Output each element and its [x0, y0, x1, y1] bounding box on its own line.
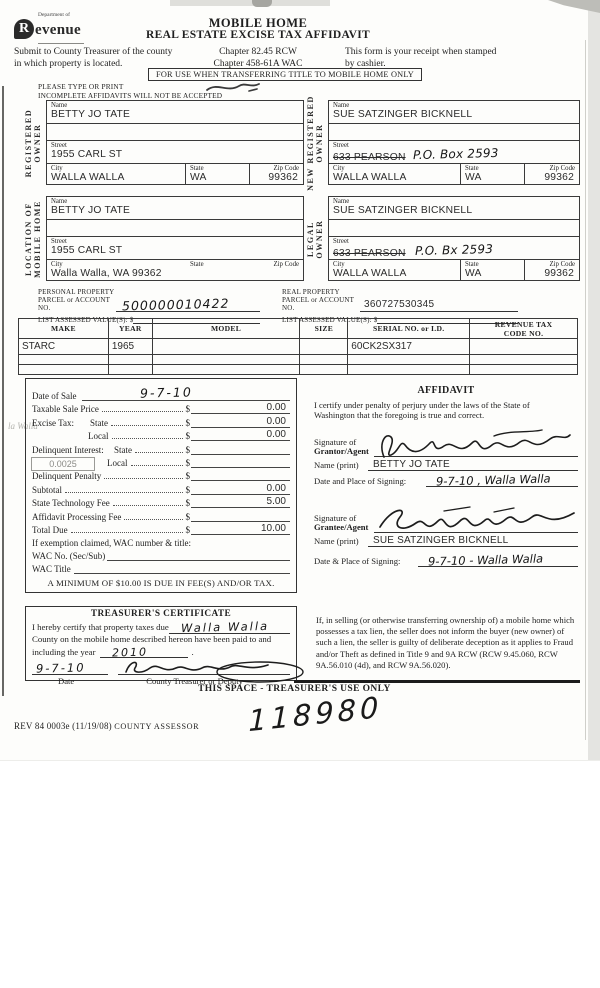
treasurer-title: TREASURER'S CERTIFICATE	[90, 609, 232, 619]
form-title-line1: MOBILE HOME	[208, 16, 308, 30]
date-of-sale-value: 9-7-10	[140, 384, 194, 401]
fee-total-due: Total Due $ 10.00	[32, 522, 290, 535]
grantee-name-row: Name (print) SUE SATZINGER BICKNELL	[314, 533, 578, 547]
fee-excise-state: Excise Tax: State $ 0.00	[32, 414, 290, 427]
new-registered-owner-zip: 99362	[544, 172, 574, 183]
col-size: SIZE	[300, 319, 348, 339]
deputy-circle-mark	[214, 659, 306, 685]
treasurer-year-hand: 2010	[111, 645, 148, 659]
treasurer-line2: County on the mobile home described hereon have been paid to and	[32, 633, 272, 644]
incomplete-note: INCOMPLETE AFFIDAVITS WILL NOT BE ACCEPTED	[38, 91, 223, 100]
new-registered-owner-name: SUE SATZINGER BICKNELL	[333, 109, 473, 120]
treasurer-use-only-note: THIS SPACE - TREASURER'S USE ONLY	[198, 684, 391, 694]
fee-affidavit-processing: Affidavit Processing Fee $	[32, 508, 290, 521]
stamp-number-handwritten: 118980	[248, 689, 383, 739]
scan-bottom-edge	[0, 760, 600, 988]
legal-owner-street: 633 PEARSON P.O. Bx 2593	[333, 241, 493, 259]
legal-owner-blank-row	[329, 220, 579, 237]
grantor-name-row: Name (print) BETTY JO TATE	[314, 457, 578, 471]
ghost-offset-text: la Walla	[8, 421, 38, 431]
new-registered-owner-blank-row	[329, 124, 579, 141]
personal-property-parcel: PERSONAL PROPERTY PARCEL or ACCOUNT NO. 500000010422 LIST ASSESSED VALUE(S): $	[38, 288, 260, 324]
registered-owner-state: WA	[190, 172, 207, 183]
scan-edge-right-band	[588, 0, 600, 760]
legal-owner-box: Name SUE SATZINGER BICKNELL Street 633 PEARSON P.O. Bx 2593 City WALLA WALLA State WA Zip Code 99362	[328, 196, 580, 281]
new-registered-owner-state: WA	[465, 172, 482, 183]
grantee-date-row: Date & Place of Signing: 9-7-10 - Walla Walla	[314, 551, 578, 567]
grantee-signature	[374, 503, 579, 541]
grantor-printed-name: BETTY JO TATE	[368, 459, 578, 471]
affidavit-cert-text: I certify under penalty of perjury under the laws of the State of Washington that the foregoing is true and correct.	[314, 399, 530, 420]
grantor-signature	[374, 429, 574, 463]
grantor-date-value: 9-7-10 , Walla Walla	[435, 471, 551, 489]
fee-excise-local: Local $ 0.00	[32, 428, 290, 441]
revenue-logo-mark: R	[14, 19, 34, 39]
treasurer-date-hand: 9-7-10	[35, 659, 86, 676]
scan-edge-right-line	[585, 40, 586, 740]
registered-owner-city: WALLA WALLA	[51, 172, 125, 183]
registered-owner-box: Name BETTY JO TATE Street 1955 CARL ST City WALLA WALLA State WA Zip Code 99362	[46, 100, 304, 185]
interest-rate-box: 0.0025	[31, 457, 95, 471]
grantor-date-row: Date and Place of Signing: 9-7-10 , Walla Walla	[314, 471, 578, 487]
location-street: 1955 CARL ST	[51, 245, 123, 256]
grantor-signature-row: Signature of Grantor/Agent	[314, 427, 578, 457]
new-registered-owner-label: NEW REGISTERED OWNER	[305, 95, 324, 191]
form-title-line2: REAL ESTATE EXCISE TAX AFFIDAVIT	[146, 29, 370, 41]
wac-title-line: WAC Title	[32, 561, 290, 575]
table-row	[19, 365, 578, 375]
location-city: Walla Walla, WA 99362	[51, 268, 162, 279]
date-of-sale-label: Date of Sale	[32, 391, 77, 401]
legal-owner-label: LEGAL OWNER	[305, 219, 324, 259]
col-revenue-tax: REVENUE TAX CODE NO.	[470, 319, 578, 339]
location-name: BETTY JO TATE	[51, 205, 131, 216]
fee-delinquent-penalty: Delinquent Penalty $	[32, 468, 290, 481]
treasurer-use-rule	[294, 680, 580, 683]
fee-taxable-sale-price: Taxable Sale Price $ 0.00	[32, 401, 290, 414]
location-of-mobile-home-label: LOCATION OF MOBILE HOME	[23, 200, 42, 278]
fee-delinquent-interest-local: Local $	[32, 455, 290, 468]
affidavit-title: AFFIDAVIT	[417, 385, 475, 396]
treasurer-line3: including the year 2010 .	[32, 645, 194, 659]
legal-owner-name: SUE SATZINGER BICKNELL	[333, 205, 473, 216]
treasurer-deputy-label: County Treasurer or Deputy	[146, 676, 243, 686]
grantee-signature-row: Signature of Grantee/Agent	[314, 503, 578, 533]
fees-box	[25, 378, 297, 593]
scan-corner-smudge	[548, 0, 600, 13]
scan-top-blob	[252, 0, 272, 7]
location-blank-row	[47, 220, 303, 237]
registered-owner-name: BETTY JO TATE	[51, 109, 131, 120]
scan-top-smudge	[170, 0, 330, 6]
treasurer-county-hand: Walla Walla	[180, 618, 270, 636]
treasurer-line1: I hereby certify that property taxes due Walla Walla	[32, 621, 290, 634]
treasurer-date-label: Date	[58, 676, 75, 686]
col-year: YEAR	[108, 319, 152, 339]
legal-owner-state: WA	[465, 268, 482, 279]
mobile-home-table	[18, 318, 578, 375]
county-assessor-label: COUNTY ASSESSOR	[114, 722, 200, 731]
logo-word: evenue	[35, 22, 81, 38]
exemption-note: If exemption claimed, WAC number & title:	[32, 537, 192, 548]
new-registered-owner-box: Name SUE SATZINGER BICKNELL Street 633 PEARSON P.O. Box 2593 City WALLA WALLA State WA Zip Code 99362	[328, 100, 580, 185]
please-type-note: PLEASE TYPE OR PRINT	[38, 82, 124, 91]
scan-edge-left	[2, 86, 4, 696]
form-number: REV 84 0003e (11/19/08) COUNTY ASSESSOR	[14, 721, 200, 731]
real-parcel-number: 360727530345	[364, 299, 435, 310]
fee-subtotal: Subtotal $ 0.00	[32, 481, 290, 494]
fee-state-technology: State Technology Fee $ 5.00	[32, 495, 290, 508]
chapter-refs: Chapter 82.45 RCW Chapter 458-61A WAC	[213, 47, 303, 69]
real-property-parcel: REAL PROPERTY PARCEL or ACCOUNT NO. 360727530345 LIST ASSESSED VALUE(S): $	[282, 288, 518, 324]
col-make: MAKE	[19, 319, 109, 339]
registered-owner-blank-row	[47, 124, 303, 141]
col-serial: SERIAL NO. or I.D.	[348, 319, 470, 339]
col-model: MODEL	[152, 319, 300, 339]
fee-delinquent-interest-state: Delinquent Interest: State $	[32, 441, 290, 454]
receipt-note: This form is your receipt when stamped by cashier.	[345, 47, 497, 69]
registered-owner-street: 1955 CARL ST	[51, 149, 123, 160]
new-registered-owner-street: 633 PEARSON P.O. Box 2593	[333, 145, 499, 163]
legal-owner-zip: 99362	[544, 268, 574, 279]
personal-parcel-number: 500000010422	[121, 295, 230, 314]
table-row	[19, 355, 578, 365]
legal-owner-city: WALLA WALLA	[333, 268, 407, 279]
treasurer-certificate-box	[25, 606, 297, 686]
logo-dept-text: Department of	[38, 12, 70, 18]
grantee-printed-name: SUE SATZINGER BICKNELL	[368, 535, 578, 547]
affidavit-section	[314, 386, 578, 567]
minimum-fee-note: A MINIMUM OF $10.00 IS DUE IN FEE(S) AND/OR TAX.	[47, 578, 275, 589]
submit-note: Submit to County Treasurer of the county in which property is located.	[14, 47, 173, 69]
registered-owner-zip: 99362	[268, 172, 298, 183]
lien-warning-text: If, in selling (or otherwise transferring ownership of) a mobile home which possesses a tax lien, the seller does not inform the buyer (new owner) of such a lien, the seller is guilty of deliberate deception as it applies to Fraud and/or Theft as defined in Title 9 and 9A RCW (RCW 9.45.060, RCW 9A.56.010 (4d), and RCW 9A.56.020).	[316, 615, 575, 670]
grantee-date-value: 9-7-10 - Walla Walla	[427, 551, 544, 569]
wac-no-line: WAC No. (Sec/Sub)	[32, 548, 290, 561]
table-row: STARC 1965 60CK2SX317	[19, 339, 578, 355]
use-only-box: FOR USE WHEN TRANSFERRING TITLE TO MOBILE HOME ONLY	[148, 68, 422, 81]
registered-owner-label: REGISTERED OWNER	[23, 108, 42, 178]
new-registered-owner-city: WALLA WALLA	[333, 172, 407, 183]
location-box: Name BETTY JO TATE Street 1955 CARL ST City Walla Walla, WA 99362 State Zip Code	[46, 196, 304, 281]
